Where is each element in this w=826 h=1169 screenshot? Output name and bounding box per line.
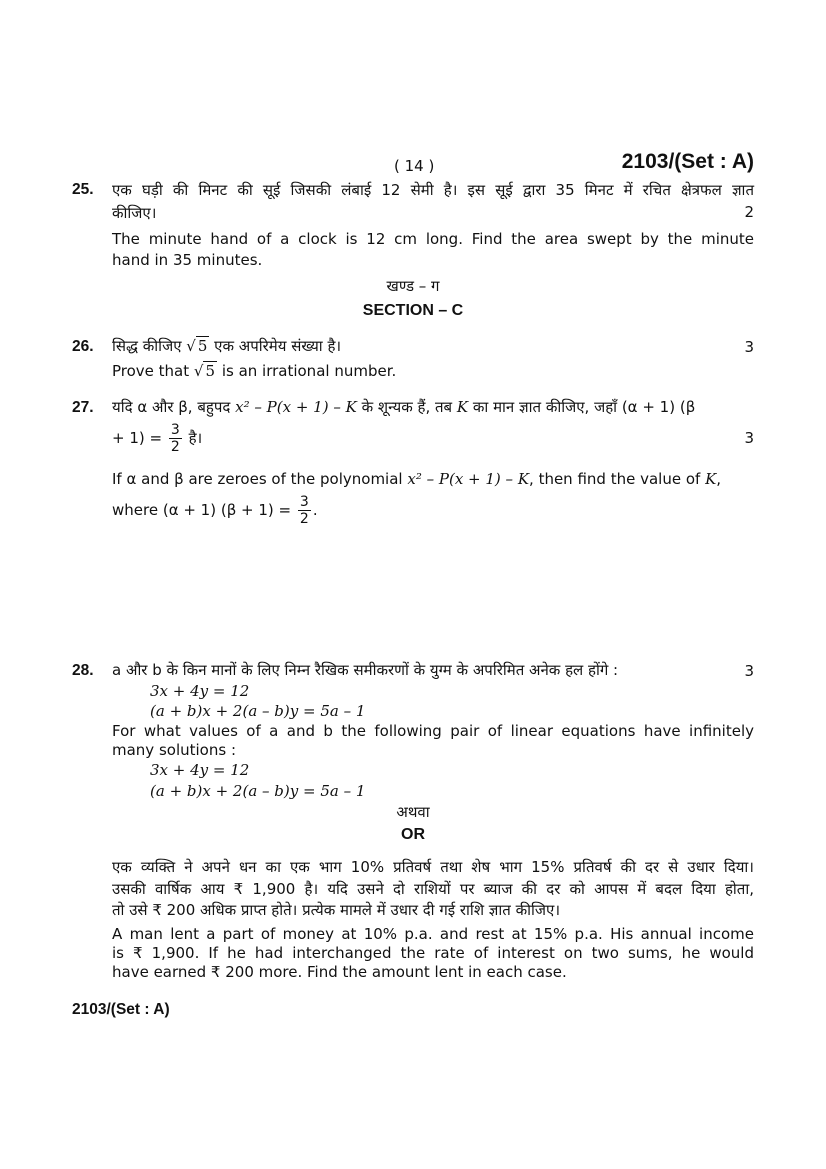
q27-hindi-line1 bbox=[112, 397, 754, 417]
q27-english-text-e: . bbox=[312, 501, 318, 519]
q27-hindi-text-b: के शून्यक हैं, तब bbox=[361, 398, 453, 416]
question-number-28: 28. bbox=[72, 662, 94, 679]
equation-2: (a + b)x + 2(a – b)y = 5a – 1 bbox=[150, 702, 366, 720]
q27-hindi-text-d: + 1) = bbox=[112, 429, 163, 447]
q27-hindi-text-a: यदि α और β, बहुपद bbox=[112, 398, 231, 416]
q25-hindi-line2: कीजिए। bbox=[112, 204, 157, 222]
q28-hindi-line: a और b के किन मानों के लिए निम्न रैखिक समीकरणों के युग्म के अपरिमित अनेक हल होंगे : bbox=[112, 661, 619, 679]
question-number-27: 27. bbox=[72, 399, 94, 416]
set-label-footer: 2103/(Set : A) bbox=[72, 1001, 170, 1018]
alt-english-line1: A man lent a part of money at 10% p.a. and rest at 15% p.a. His annual income bbox=[112, 925, 754, 943]
equation-2-english: (a + b)x + 2(a – b)y = 5a – 1 bbox=[150, 782, 366, 800]
alt-hindi-line1: एक व्यक्ति ने अपने धन का एक भाग 10% प्रतिवर्ष तथा शेष भाग 15% प्रतिवर्ष की दर से उधार दिया। bbox=[112, 858, 754, 876]
q25-english-line2: hand in 35 minutes. bbox=[112, 251, 263, 269]
fraction-numerator: 3 bbox=[170, 422, 180, 438]
q26-marks: 3 bbox=[744, 338, 754, 356]
q27-english-text-c: , bbox=[716, 470, 722, 488]
q27-hindi-text-e: है। bbox=[188, 429, 203, 447]
fraction-three-halves bbox=[298, 494, 311, 527]
sqrt-symbol: √ 5 bbox=[193, 362, 216, 380]
q28-english-line2: many solutions : bbox=[112, 741, 236, 759]
q27-english-text-b: , then find the value of bbox=[529, 470, 701, 488]
q27-english-line1 bbox=[112, 469, 754, 489]
alt-hindi-line2: उसकी वार्षिक आय ₹ 1,900 है। यदि उसने दो राशियों पर ब्याज की दर को आपस में बदल दिया होता, bbox=[112, 880, 754, 898]
or-english: OR bbox=[401, 826, 425, 843]
set-label-header: 2103/(Set : A) bbox=[621, 150, 754, 173]
equation-1-english: 3x + 4y = 12 bbox=[150, 761, 250, 779]
q26-english-line bbox=[112, 361, 754, 381]
fraction-three-halves bbox=[169, 422, 182, 455]
q26-hindi-pre: सिद्ध कीजिए bbox=[112, 337, 182, 355]
fraction-numerator: 3 bbox=[299, 494, 309, 510]
alt-english-line2: is ₹ 1,900. If he had interchanged the rate of interest on two sums, he would bbox=[112, 944, 754, 962]
fraction-denominator: 2 bbox=[299, 511, 309, 527]
q26-english-post: is an irrational number. bbox=[221, 362, 397, 380]
q27-hindi-text-c: का मान ज्ञात कीजिए, जहाँ (α + 1) (β bbox=[472, 398, 696, 416]
polynomial-expression: x² – P(x + 1) – K bbox=[235, 398, 357, 416]
or-hindi: अथवा bbox=[396, 803, 430, 821]
q27-english-text-a: If α and β are zeroes of the polynomial bbox=[112, 470, 403, 488]
q27-marks: 3 bbox=[744, 429, 754, 447]
variable-k: K bbox=[705, 470, 717, 488]
question-number-26: 26. bbox=[72, 338, 94, 355]
q25-marks: 2 bbox=[744, 203, 754, 221]
q25-english-line1: The minute hand of a clock is 12 cm long. Find the area swept by the minute bbox=[112, 230, 754, 248]
polynomial-expression: x² – P(x + 1) – K bbox=[407, 470, 530, 488]
alt-hindi-line3: तो उसे ₹ 200 अधिक प्राप्त होते। प्रत्येक मामले में उधार दी गई राशि ज्ञात कीजिए। bbox=[112, 901, 561, 919]
q28-english-line1: For what values of a and b the following pair of linear equations have infinitely bbox=[112, 722, 754, 740]
fraction-denominator: 2 bbox=[170, 439, 180, 455]
q26-english-pre: Prove that bbox=[112, 362, 190, 380]
page-number: ( 14 ) bbox=[394, 157, 435, 175]
question-number-25: 25. bbox=[72, 181, 94, 198]
sqrt-radicand: 5 bbox=[205, 362, 216, 380]
sqrt-symbol: √ 5 bbox=[186, 337, 208, 355]
sqrt-radicand: 5 bbox=[197, 337, 208, 355]
alt-english-line3: have earned ₹ 200 more. Find the amount lent in each case. bbox=[112, 963, 567, 981]
equation-1: 3x + 4y = 12 bbox=[150, 682, 250, 700]
section-english: SECTION – C bbox=[362, 302, 464, 319]
q27-english-text-d: where (α + 1) (β + 1) = bbox=[112, 501, 292, 519]
variable-k: K bbox=[456, 398, 469, 416]
q27-english-line2 bbox=[112, 492, 754, 528]
q28-marks: 3 bbox=[744, 662, 754, 680]
q26-hindi-post: एक अपरिमेय संख्या है। bbox=[214, 337, 342, 355]
q26-hindi-line bbox=[112, 336, 754, 356]
q25-hindi-line1: एक घड़ी की मिनट की सूई जिसकी लंबाई 12 सेमी है। इस सूई द्वारा 35 मिनट में रचित क्षेत्रफल ज्ञात bbox=[112, 181, 754, 199]
section-hindi: खण्ड – ग bbox=[386, 277, 440, 295]
q27-hindi-line2 bbox=[112, 420, 754, 456]
